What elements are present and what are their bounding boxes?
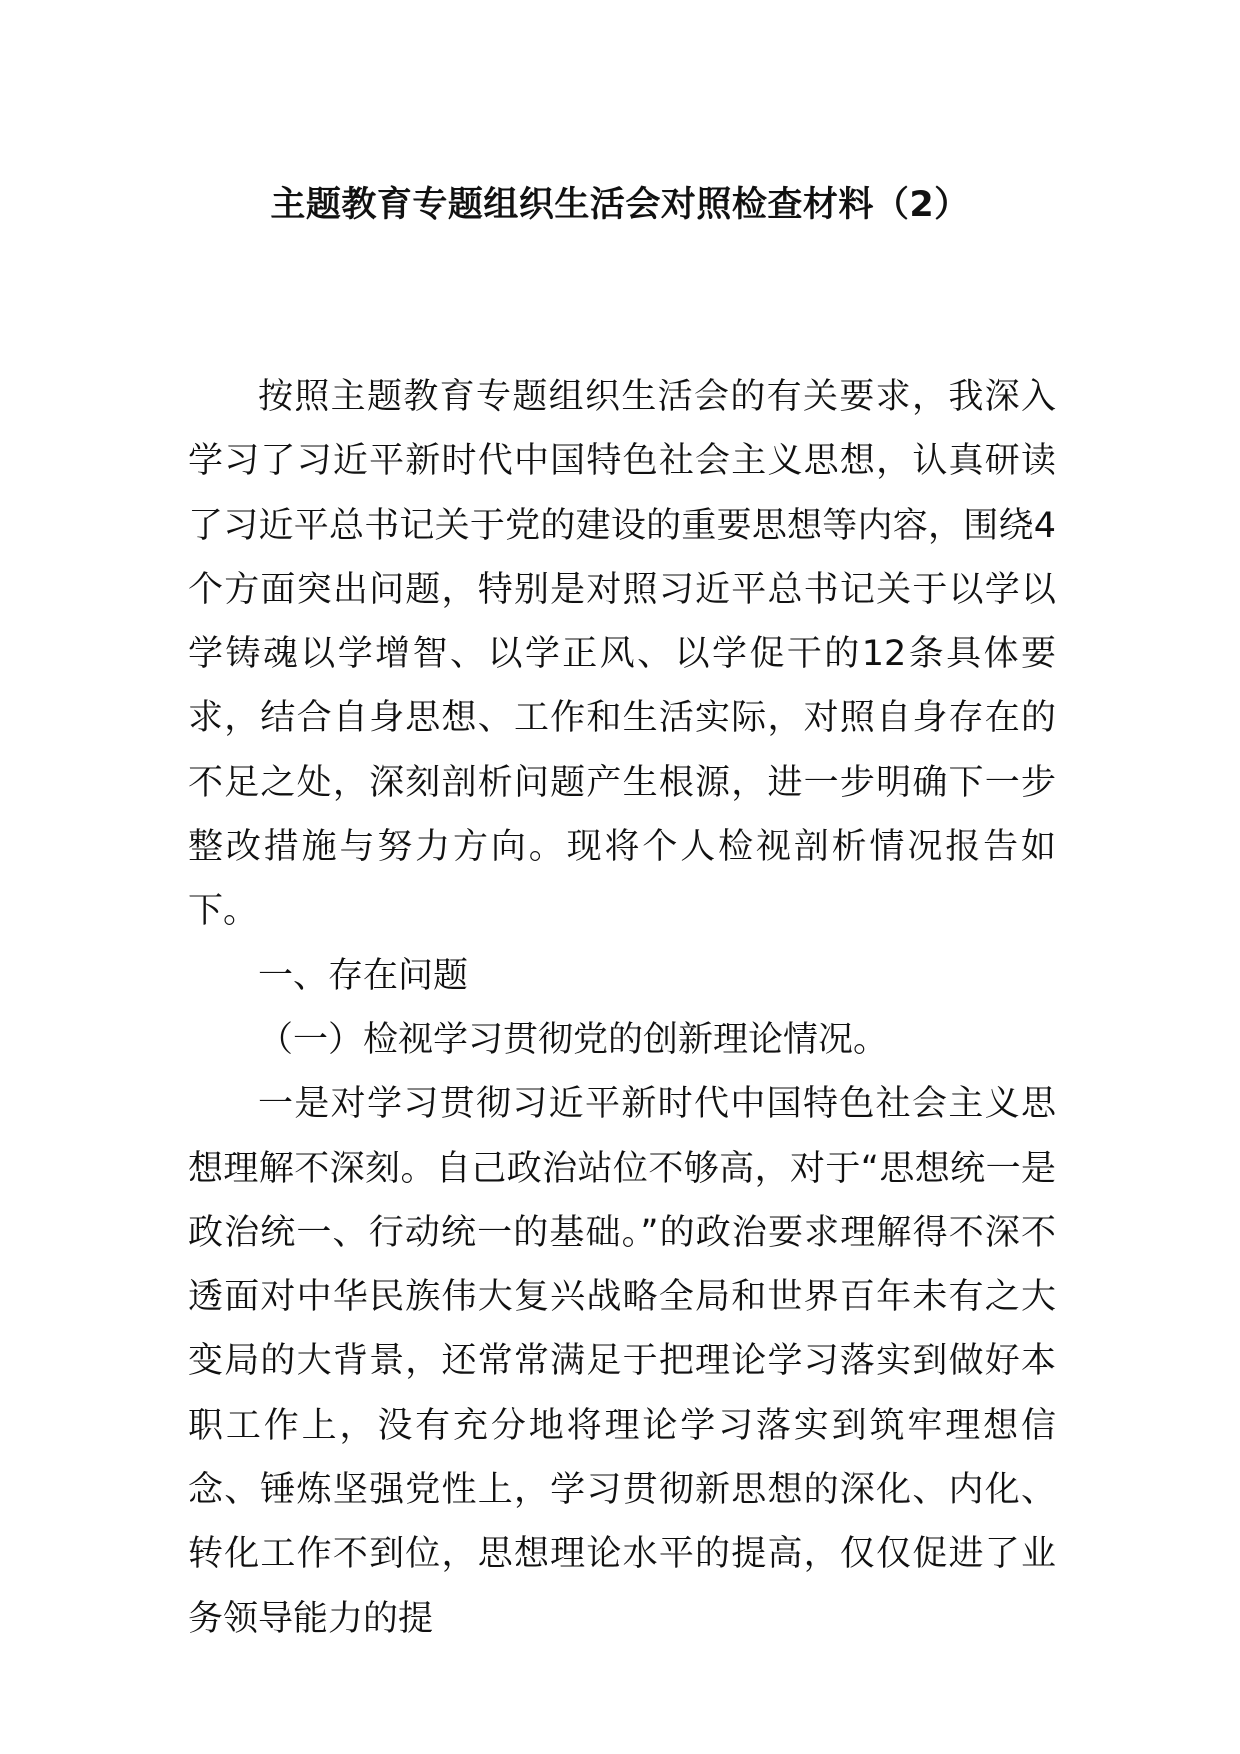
section-heading: 一、存在问题 [258, 955, 469, 996]
intro-paragraph: 按照主题教育专题组织生活会的有关要求，我深入学习了习近平新时代中国特色社会主义思想，认真研读了习近平总书记关于党的建设的重要思想等内容，围绕4个方面突出问题，特别是对照习近平总书记关于以学以学铸魂以学增智、以学正风、以学促干的12条具体要求，结合自身思想、工作和生活实际，对照自身存在的不足之处，深刻剖析问题产生根源，进一步明确下一步整改措施与努力方向。现将个人检视剖析情况报告如下。 [188, 377, 1056, 932]
body-paragraph: 一是对学习贯彻习近平新时代中国特色社会主义思想理解不深刻。自己政治站位不够高，对于“思想统一是政治统一、行动统一的基础。”的政治要求理解得不深不透面对中华民族伟大复兴战略全局和世界百年未有之大变局的大背景，还常常满足于把理论学习落实到做好本职工作上，没有充分地将理论学习落实到筑牢理想信念、锤炼坚强党性上，学习贯彻新思想的深化、内化、转化工作不到位，思想理论水平的提高，仅仅促进了业务领导能力的提 [188, 1084, 1056, 1639]
document-title: 主题教育专题组织生活会对照检查材料（2） [270, 185, 970, 225]
document-body [188, 365, 1056, 1651]
subsection-heading: （一）检视学习贯彻党的创新理论情况。 [258, 1019, 889, 1060]
